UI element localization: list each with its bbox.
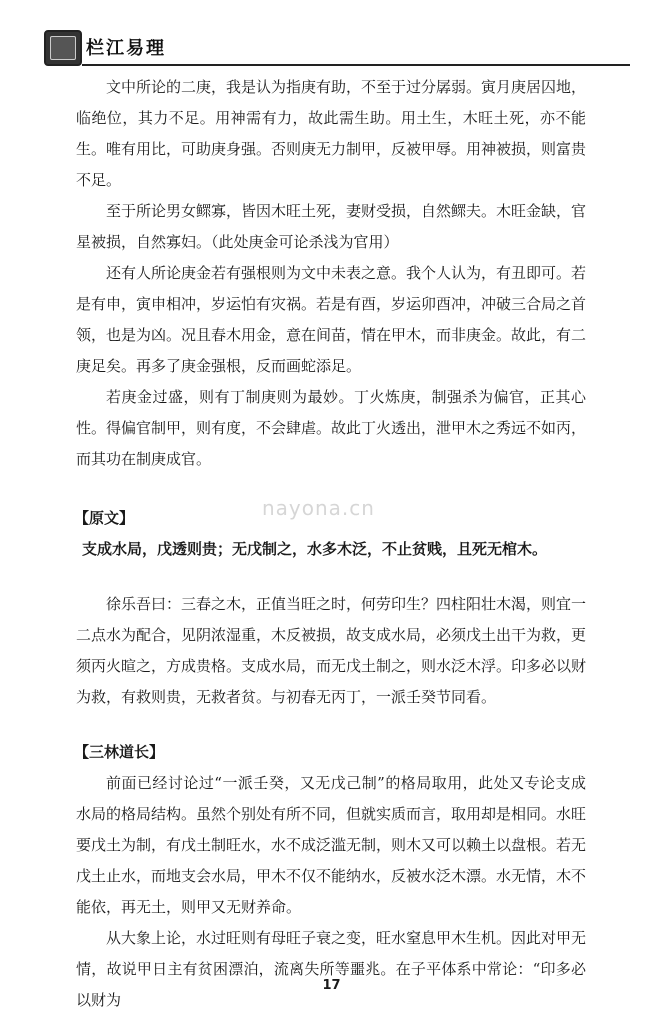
page-content — [76, 72, 586, 1016]
paragraph: 前面已经讨论过“一派壬癸，又无戊己制”的格局取用，此处又专论支成水局的格局结构。虽然个别处有所不同，但就实质而言，取用却是相同。水旺要戊土为制，有戊土制旺水，水不成泛滥无制，则木又可以赖土以盘根。若无戊土止水，而地支会水局，甲木不仅不能纳水，反被水泛木漂。水无情，木不能依，再无土，则甲又无财养命。 — [76, 774, 587, 916]
paragraph: 文中所论的二庚，我是认为指庚有助，不至于过分孱弱。寅月庚居囚地，临绝位，其力不足。用神需有力，故此需生助。用土生，木旺土死，亦不能生。唯有用比，可助庚身强。否则庚无力制甲，反被甲辱。用神被损，则富贵不足。 — [76, 78, 587, 189]
paragraph: 从大象上论，水过旺则有母旺子衰之变，旺水窒息甲木生机。因此对甲无情，故说甲日主有贫困漂泊，流离失所等噩兆。在子平体系中常论：“印多必以财为 — [76, 929, 587, 1009]
watermark: nayona.cn — [262, 496, 375, 520]
header-title: 栏江易理 — [86, 38, 166, 59]
original-text: 支成水局，戊透则贵；无戊制之，水多木泛，不止贫贱，且死无棺木。 — [82, 540, 548, 558]
xu-commentary: 徐乐吾曰：三春之木，正值当旺之时，何劳印生？四柱阳壮木渴，则宜一二点水为配合，见阴浓湿重，木反被损，故支成水局，必须戊土出干为救，更须丙火暄之，方成贵格。支成水局，而无戊土制之，则水泛木浮。印多必以财为救，有救则贵，无救者贫。与初春无丙丁，一派壬癸节同看。 — [76, 595, 587, 706]
paragraph: 至于所论男女鳏寡，皆因木旺土死，妻财受损，自然鳏夫。木旺金缺，官星被损，自然寡妇。（此处庚金可论杀浅为官用） — [76, 202, 587, 251]
page-header — [44, 26, 624, 66]
paragraph: 还有人所论庚金若有强根则为文中未表之意。我个人认为，有丑即可。若是有申，寅申相冲，岁运怕有灾祸。若是有酉，岁运卯酉冲，冲破三合局之首领，也是为凶。况且春木用金，意在间苗，情在甲木，而非庚金。故此，有二庚足矣。再多了庚金强根，反而画蛇添足。 — [76, 264, 587, 375]
original-heading: 【原文】 — [74, 509, 135, 527]
paragraph: 若庚金过盛，则有丁制庚则为最妙。丁火炼庚，制强杀为偏官，正其心性。得偏官制甲，则有度，不会肆虐。故此丁火透出，泄甲木之秀远不如丙，而其功在制庚成官。 — [76, 388, 587, 468]
page-number: 17 — [322, 978, 341, 993]
sanlin-heading: 【三林道长】 — [74, 743, 165, 761]
header-divider — [82, 64, 630, 66]
logo-icon — [44, 30, 82, 66]
